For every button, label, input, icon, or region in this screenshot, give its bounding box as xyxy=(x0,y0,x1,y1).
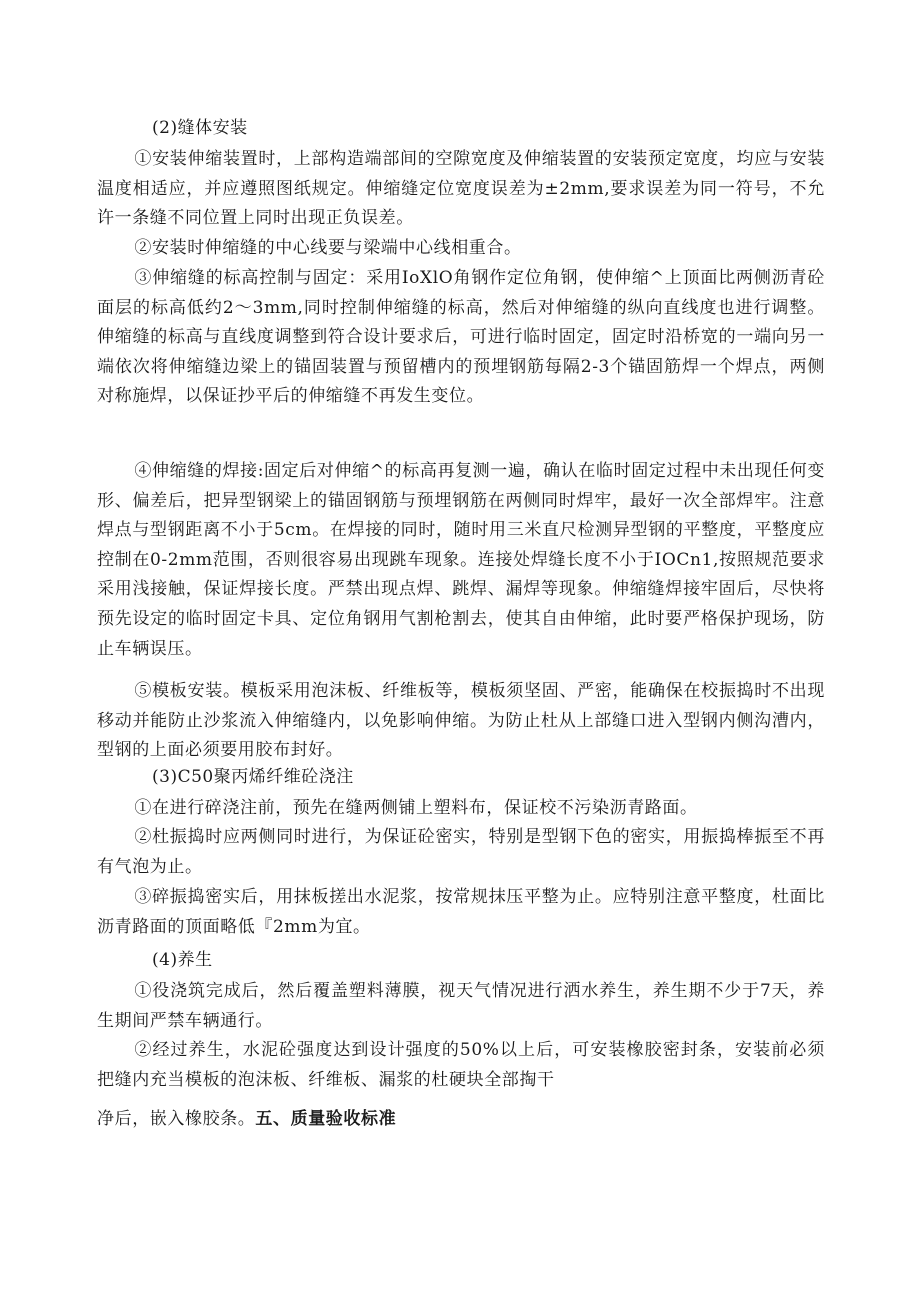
paragraph-vibration: ②杜振捣时应两侧同时进行，为保证砼密实，特别是型钢下色的密实，用振捣棒振至不再有气泡为止。 xyxy=(97,827,825,877)
paragraph-welding: ④伸缩缝的焊接:固定后对伸缩^的标高再复测一遍，确认在临时固定过程中未出现任何变形、偏差后，把异型钢梁上的锚固钢筋与预埋钢筋在两侧同时焊牢，最好一次全部焊牢。注意焊点与型钢距离不小于5cm。在焊接的同时，随时用三米直尺检测异型钢的平整度，平整度应控制在0-2mm范围，否则很容易出现跳车现象。连接处焊缝长度不小于IOCn1,按照规范要求采用浅接触，保证焊接长度。严禁出现点焊、跳焊、漏焊等现象。伸缩缝焊接牢固后，尽快将预先设定的临时固定卡具、定位角钢用气割枪割去，使其自由伸缩，此时要严格保护现场，防止车辆误压。 xyxy=(97,461,825,659)
paragraph-curing-film: ①役浇筑完成后，然后覆盖塑料薄膜，视天气情况进行洒水养生，养生期不少于7天，养生期间严禁车辆通行。 xyxy=(97,981,825,1031)
paragraph-elevation-control: ③伸缩缝的标高控制与固定：采用IoXlO角钢作定位角钢，使伸缩^上顶面比两侧沥青砼面层的标高低约2～3mm,同时控制伸缩缝的标高，然后对伸缩缝的纵向直线度也进行调整。伸缩缝的标高与直线度调整到符合设计要求后，可进行临时固定，固定时沿桥宽的一端向另一端依次将伸缩缝边梁上的锚固装置与预留槽内的预埋钢筋每隔2-3个锚固筋焊一个焊点，两侧对称施焊，以保证抄平后的伸缩缝不再发生变位。 xyxy=(97,268,825,407)
section-heading-quality-acceptance: 五、质量验收标准 xyxy=(255,1109,397,1129)
section-heading-seam-installation: (2)缝体安装 xyxy=(152,118,248,138)
paragraph-formwork: ⑤模板安装。模板采用泡沫板、纤维板等，模板须坚固、严密，能确保在校振捣时不出现移动并能防止沙浆流入伸缩缝内，以免影响伸缩。为防止杜从上部缝口进入型钢内侧沟漕内，型钢的上面必须要用胶布封好。 xyxy=(97,681,825,761)
section-heading-curing: (4)养生 xyxy=(152,950,213,970)
section-heading-concrete-pouring: (3)C50聚丙烯纤维砼浇注 xyxy=(152,767,354,787)
paragraph-centerline: ②安装时伸缩缝的中心线要与梁端中心线相重合。 xyxy=(134,238,522,258)
paragraph-plastic-sheet: ①在进行碎浇注前，预先在缝两侧铺上塑料布，保证校不污染沥青路面。 xyxy=(134,798,698,818)
paragraph-sealing-strip: ②经过养生，水泥砼强度达到设计强度的50%以上后，可安装橡胶密封条，安装前必须把缝内充当模板的泡沫板、纤维板、漏浆的杜硬块全部掏干 xyxy=(97,1040,825,1090)
final-line-text: 净后，嵌入橡胶条。 xyxy=(97,1109,256,1129)
paragraph-install-width: ①安装伸缩装置时，上部构造端部间的空隙宽度及伸缩装置的安装预定宽度，均应与安装温度相适应，并应遵照图纸规定。伸缩缝定位宽度误差为±2mm,要求误差为同一符号，不允许一条缝不同位置上同时出现正负误差。 xyxy=(97,149,825,229)
paragraph-final-line xyxy=(97,1105,396,1135)
paragraph-finishing: ③碎振捣密实后，用抹板搓出水泥浆，按常规抹压平整为止。应特别注意平整度，杜面比沥青路面的顶面略低『2mm为宜。 xyxy=(97,887,825,937)
